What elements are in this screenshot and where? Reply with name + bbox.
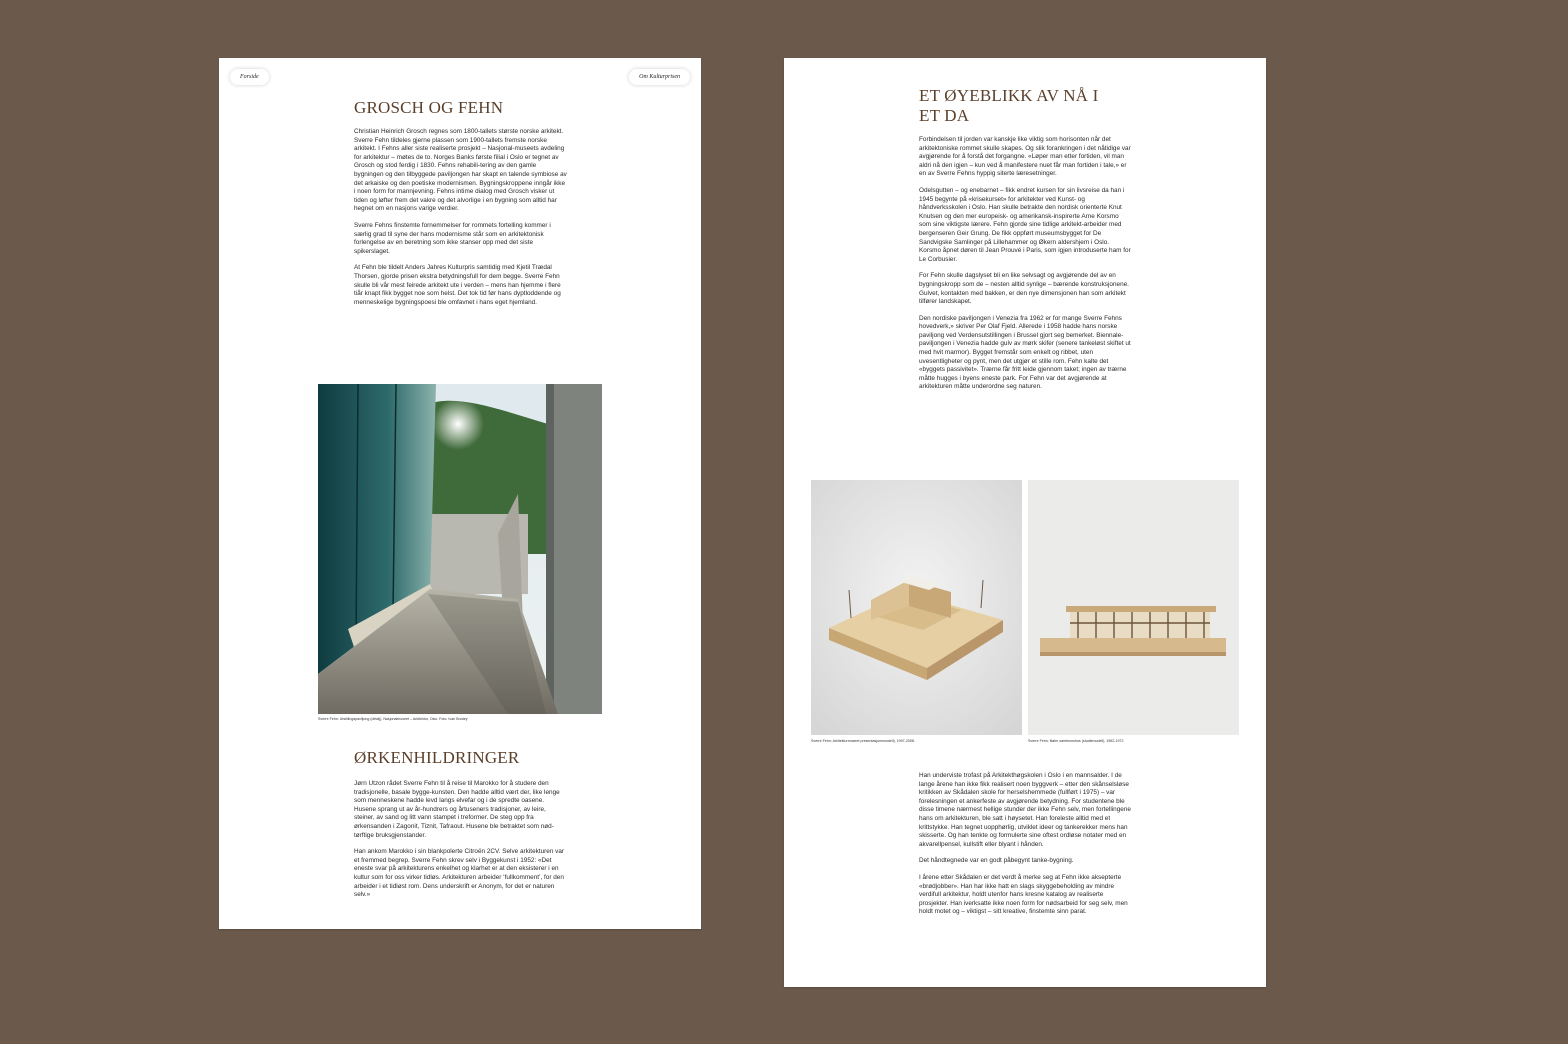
- nav-home-button[interactable]: Forside: [230, 69, 269, 85]
- paragraph: Han underviste trofast på Arkitekthøgskolen i Oslo i en mannsalder. I de lange årene han ikke fikk realisert noen byggverk – etter den skånselsløse kritikken av Skådalen skole for herselshemmede (fullført i 1975) – var forelesningen et ankerfeste av avgjørende betydning. For studentene ble disse timene nærmest hellige stunder der ikke Fehn selv, men fortellingene hans om arkitekturen, ble satt i høysetet. Han foreleste alltid med et krittstykke. Han tegnet uopphørlig, utviklet ideer og tankerekker mens han skisserte. Og han tenkte og formulerte sine oftest ordløse notater med en akvarellpensel, kullstift eller blyant i hånden.: [919, 772, 1131, 848]
- section-heading-orkenhildringer: ØRKENHILDRINGER: [354, 748, 520, 767]
- section-heading-et-oyeblikk: ET ØYEBLIKK AV NÅ I ET DA: [919, 86, 1099, 125]
- paragraph: For Fehn skulle dagslyset bli en like selvsagt og avgjørende del av en bygningskropp som de – nesten alltid synlige – bærende konstruksjonene. Gulvet, kontakten med bakken, er den nye dimensjonen han som arkitekt tilfører landskapet.: [919, 272, 1129, 306]
- paragraph: Jørn Utzon rådet Sverre Fehn til å reise til Marokko for å studere den tradisjonelle, basale bygge-kunsten. Den hadde alltid vært der, like lenge som menneskene hadde levd langs elvefar og i de spredte oasene. Husene sprang ut av år-hundrers og årtuseners tradisjoner, av leire, steiner, av sand og litt vann stampet i treformer. De steg opp fra ørkensanden i Zagonit, Tiznit, Tafraout. Husene ble betraktet som nød-tørftige bruksgjenstander.: [354, 780, 560, 839]
- pavilion-photo: [318, 384, 602, 714]
- section-body-et-oyeblikk: [919, 136, 1132, 400]
- community-house-model-photo: [1028, 480, 1239, 735]
- photo-caption: Sverre Fehn: Arkitekturmuseet presentasjonsmodell), 1997-2008.: [811, 739, 915, 743]
- paragraph: Den nordiske paviljongen i Venezia fra 1962 er for mange Sverre Fehns hovedverk,» skriver Per Olaf Fjeld. Allerede i 1958 hadde hans norske paviljong ved Verdensutstillingen i Brussel gjort seg bemerket. Biennale-paviljongen i Venezia hadde gulv av mørk skifer (senere tankeløst skiftet ut med hvit marmor). Bygget fremstår som enkelt og ribbet, uten uvesentligheter og pynt, men det utgjør et stille rom. Fehn kalte det «byggets passivitet». Trærne får fritt leide gjennom taket; ingen av trærne måtte hugges i byens eneste park. For Fehn var det avgjørende at arkitekturen måtte underordne seg naturen.: [919, 314, 1131, 391]
- paragraph: I årene etter Skådalen er det verdt å merke seg at Fehn ikke aksepterte «brødjobber». Han har ikke hatt en slags skyggebeholding av mindre verdifull arkitektur, holdt utenfor hans kresne katalog av realiserte prosjekter. Han iverksatte ikke noen form for nødsarbeid for seg selv, men holdt motet og – viktigst – sitt kreative, finstemte sinn parat.: [919, 873, 1128, 916]
- paragraph: At Fehn ble tildelt Anders Jahres Kulturpris samtidig med Kjetil Trædal Thorsen, gjorde prisen ekstra betydningsfull for dem begge. Sverre Fehn skulle bli vår mest feirede arkitekt ute i verden – mens han hjemme i flere tiår knapt fikk bygget noe som helst. Det tok tid før hans dyptloddende og menneskelige bygningspoesi ble omfavnet i hans eget hjemland.: [354, 264, 561, 306]
- photo-caption: Sverre Fehn: Bøler samfunnshus (studiemodell), 1962-1972: [1028, 739, 1124, 743]
- paragraph: Christian Heinrich Grosch regnes som 1800-tallets største norske arkitekt. Sverre Fehn tildeles gjerne plassen som 1900-tallets fremste norske arkitekt. I Fehns aller siste realiserte prosjekt – Nasjonal-museets avdeling for arkitektur – møtes de to. Norges Banks første filial i Oslo er tegnet av Grosch og stod ferdig i 1830. Fehns rehabili-tering av den gamle bygningen og den tilbyggede paviljongen har skapt en talende symbiose av det arkaiske og den poetiske modernismen. Bygningskroppene inngår ikke i noen form for mannjevning. Fehns intime dialog med Grosch visker ut tiden og løfter frem det vakre og det alvorlige i en bygning som alltid har hegnet om en nasjons varige verdier.: [354, 128, 567, 213]
- paragraph: Det håndtegnede var en godt påbegynt tanke-bygning.: [919, 857, 1074, 865]
- nav-about-button[interactable]: Om Kulturprisen: [629, 69, 690, 85]
- photo-caption: Sverre Fehn: Utstillingspaviljong (detalj), Nasjonalmuseet – Arkitektur, Oslo. Foto: Ivan Brodey: [318, 717, 468, 721]
- section-heading-grosch-og-fehn: GROSCH OG FEHN: [354, 98, 504, 117]
- paragraph: Odelsgutten – og enebarnet – fikk endret kursen for sin livsreise da han i 1945 begynte på «krisekurset» for arkitekter ved Kunst- og håndverksskolen i Oslo. Han skulle betrakte den nordisk orienterte Knut Knutsen og den mer europeisk- og amerikansk-inspirerte Arne Korsmo som sine viktigste lærere. Fehn gjorde sine tidlige arkitekt-arbeider med bergenseren Geir Grung. De fikk oppført museumsbygget for De Sandvigske Samlinger på Lillehammer og Økern aldershjem i Oslo. Korsmo åpnet døren til Jean Prouvé i Paris, som igjen introduserte ham for Le Corbusier.: [919, 186, 1131, 263]
- section-body-orkenhildringer: [354, 780, 567, 908]
- right-page: [784, 58, 1266, 987]
- left-page: [219, 58, 701, 929]
- paragraph: Han ankom Marokko i sin blankpolerte Citroën 2CV. Selve arkitekturen var et fremmed begrep. Sverre Fehn skrev selv i Byggekunst i 1952: «Det eneste svar på arkitekturens enkelhet og klarhet er at den eksisterer i en kultur som for oss virker tidløs. Arkitekturen arbeider ‘fullkomment’, for den arbeider i et tidløst rom. Dens underskrift er Anonym, for det er naturen selv.»: [354, 848, 565, 899]
- paragraph: Sverre Fehns finstemte fornemmelser for rommets fortelling kommer i særlig grad til syne der hans modernisme står som en arkitektonisk forlengelse av en beretning som ikke stanser opp med det siste spikerslaget.: [354, 221, 551, 255]
- section-body-grosch-og-fehn: [354, 128, 567, 315]
- paragraph: Forbindelsen til jorden var kanskje like viktig som horisonten når det arkitektoniske rommet skulle skapes. Og slik forankringen i det nåtidige var avgjørende for å forstå det forgangne. «Løper man etter fortiden, vil man aldri nå den igjen – kun ved å manifestere nuet får man fortiden i tale,» er en av Sverre Fehns hyppig siterte læresetninger.: [919, 136, 1131, 178]
- section-body-teaching: [919, 772, 1132, 925]
- museum-model-photo: [811, 480, 1022, 735]
